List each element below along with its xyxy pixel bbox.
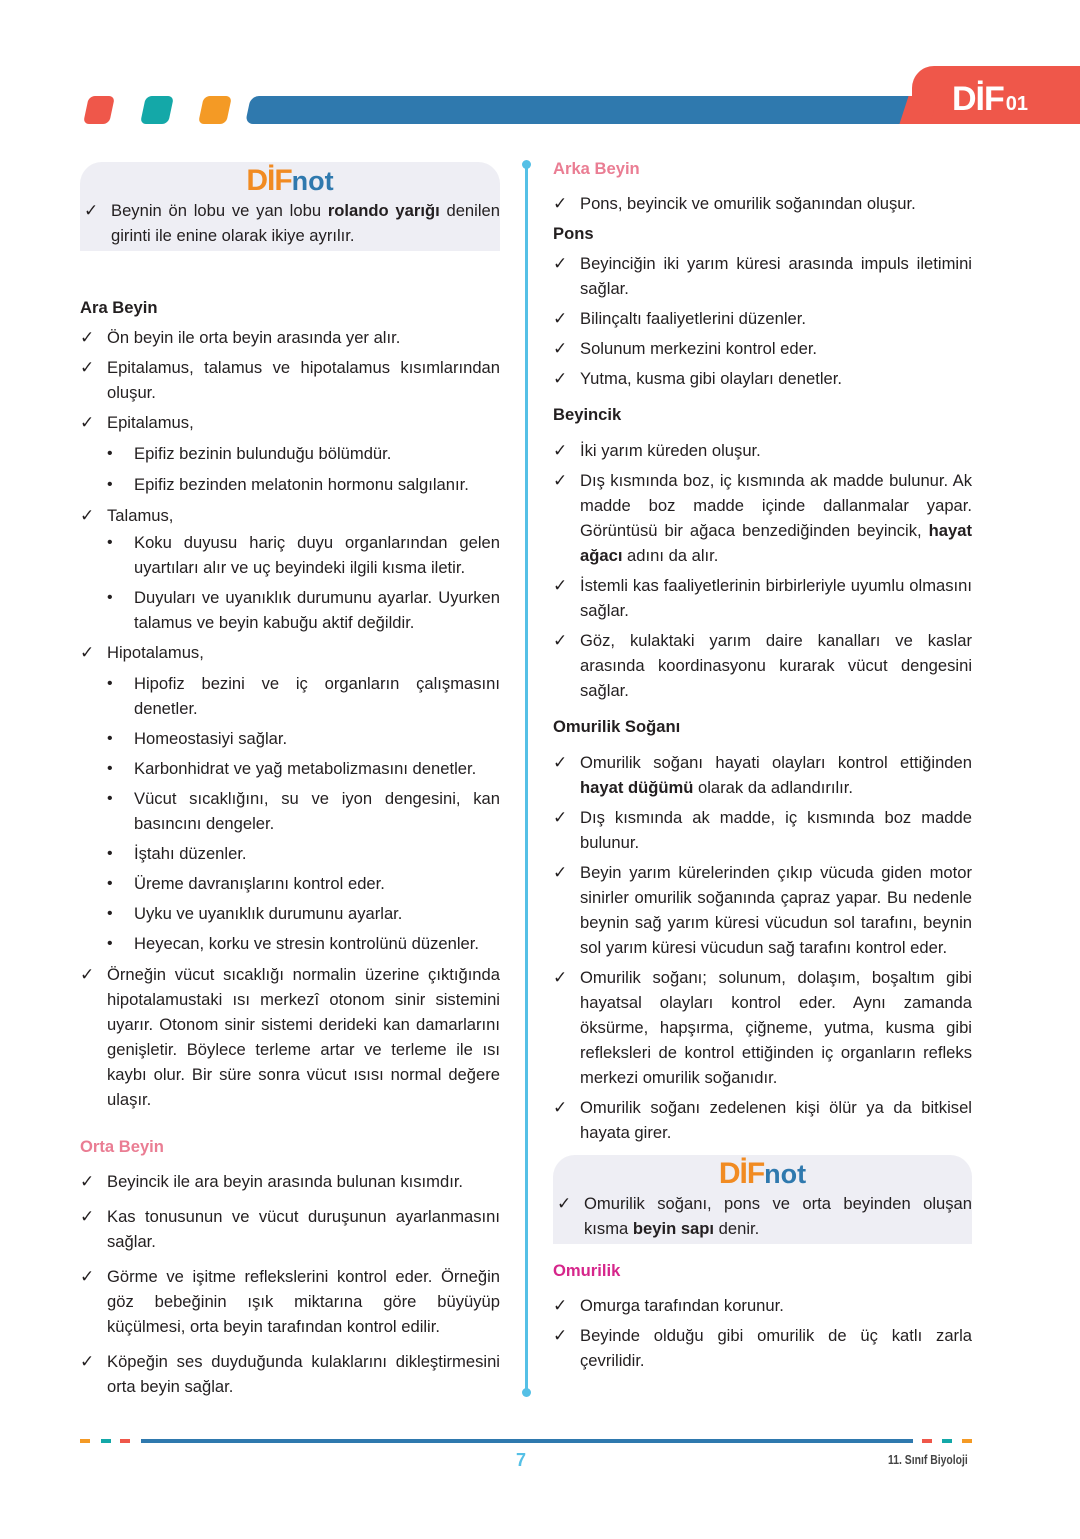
badge-text <box>952 80 1028 119</box>
bullet-icon: • <box>107 675 113 692</box>
bullet-icon: • <box>107 935 113 952</box>
footer-square-red-right <box>922 1439 932 1443</box>
list-item <box>553 251 972 301</box>
list-item <box>80 962 500 1112</box>
item-text: Uyku ve uyanıklık durumunu ayarlar. <box>134 904 403 923</box>
item-text: Kas tonusunun ve vücut duruşunun ayarlanmasını sağlar. <box>107 1207 500 1251</box>
list-item <box>553 965 972 1090</box>
bullet-icon: • <box>107 730 113 747</box>
note-item <box>553 1191 972 1241</box>
page-number: 7 <box>516 1450 527 1470</box>
note-bold-term: rolando yarığı <box>327 201 440 220</box>
check-icon: ✓ <box>553 808 568 827</box>
list-item <box>553 366 972 391</box>
check-icon: ✓ <box>553 1296 568 1315</box>
list-item <box>553 1095 972 1145</box>
item-text: Beyinciğin iki yarım küresi arasında impuls iletimini sağlar. <box>580 254 972 298</box>
bullet-icon: • <box>107 445 113 462</box>
list-item <box>80 1349 500 1399</box>
bullet-item <box>80 726 500 751</box>
item-text: adını da alır. <box>622 546 719 565</box>
check-icon: ✓ <box>553 471 568 490</box>
item-text: Dış kısmında ak madde, iç kısmında boz madde bulunur. <box>580 808 972 852</box>
difnot-logo <box>553 1157 972 1191</box>
bullet-icon: • <box>107 790 113 807</box>
item-text: İki yarım küreden oluşur. <box>580 441 761 460</box>
note-text: denilen girinti ile enine olarak ikiye ayrılır. <box>111 201 500 245</box>
bullet-item <box>80 871 500 896</box>
check-icon: ✓ <box>553 1098 568 1117</box>
list-item <box>553 191 972 216</box>
item-text: Örneğin vücut sıcaklığı normalin üzerine çıktığında hipotalamustaki ısı merkezî otonom sinir sistemini uyarır. Otonom sinir sistemi derideki kan damarlarını genişletir. Böylece terleme artar ve terleme ile ısı kaybı olur. Bir süre sonra vücut ısısı normal değere ulaşır. <box>107 965 500 1109</box>
check-icon: ✓ <box>80 1172 95 1191</box>
bullet-item <box>80 786 500 836</box>
footer-square-teal-left <box>101 1439 111 1443</box>
item-text: Homeostasiyi sağlar. <box>134 729 288 748</box>
list-item <box>553 573 972 623</box>
bullet-icon: • <box>107 589 113 606</box>
check-icon: ✓ <box>80 1352 95 1371</box>
check-icon: ✓ <box>557 1194 572 1213</box>
bullet-item <box>80 756 500 781</box>
item-text: Görme ve işitme reflekslerini kontrol eder. Örneğin göz bebeğinin ışık miktarına göre büyüyüp küçülmesi, orta beyin tarafından kontrol edilir. <box>107 1267 500 1336</box>
heading-pons: Pons <box>553 224 594 243</box>
left-column <box>80 162 500 1399</box>
badge-number: 01 <box>1005 93 1029 115</box>
note-text: Beynin ön lobu ve yan lobu <box>111 201 328 220</box>
list-item <box>553 750 972 800</box>
list-item <box>80 640 500 665</box>
check-icon: ✓ <box>80 506 95 525</box>
list-item <box>80 503 500 528</box>
list-item <box>553 860 972 960</box>
header-bar <box>245 96 971 124</box>
logo-dif: DİF <box>246 164 292 197</box>
item-text: Solunum merkezini kontrol eder. <box>580 339 818 358</box>
column-divider <box>525 164 528 1394</box>
list-item <box>553 438 972 463</box>
bullet-icon: • <box>107 476 113 493</box>
item-text: Pons, beyincik ve omurilik soğanından oluşur. <box>580 194 916 213</box>
difnot-box <box>80 162 500 251</box>
bullet-icon: • <box>107 760 113 777</box>
item-text: Epifiz bezinden melatonin hormonu salgılanır. <box>134 475 469 494</box>
header-pill-teal <box>140 96 174 124</box>
bold-term: hayat düğümü <box>580 778 694 797</box>
check-icon: ✓ <box>80 965 95 984</box>
footer-subject: 11. Sınıf Biyoloji <box>888 1452 968 1467</box>
footer-square-orange-right <box>962 1439 972 1443</box>
list-item <box>80 1264 500 1339</box>
item-text: Omurilik soğanı zedelenen kişi ölür ya da bitkisel hayata girer. <box>580 1098 972 1142</box>
note-text: denir. <box>714 1219 760 1238</box>
item-text: Vücut sıcaklığını, su ve iyon dengesini, kan basıncını dengeler. <box>134 789 500 833</box>
item-text: Omurilik soğanı; solunum, dolaşım, boşaltım gibi hayatsal olayları kontrol eder. Aynı zamanda öksürme, hapşırma, çiğneme, yutma, kusma gibi refleksleri de kontrol ettiğinden iç organların refleks merkezi omurilik soğanıdır. <box>580 968 972 1087</box>
item-text: İstemli kas faaliyetlerinin birbirleriyle uyumlu olmasını sağlar. <box>580 576 972 620</box>
list-item <box>553 1293 972 1318</box>
item-text: Üreme davranışlarını kontrol eder. <box>134 874 385 893</box>
footer-square-orange-left <box>80 1439 90 1443</box>
item-text: Ön beyin ile orta beyin arasında yer alır. <box>107 328 401 347</box>
divider-dot-bottom <box>522 1388 531 1397</box>
bold-term: hayat ağacı <box>580 521 972 565</box>
item-text: Beyincik ile ara beyin arasında bulunan kısımdır. <box>107 1172 464 1191</box>
heading-arka-beyin: Arka Beyin <box>553 159 640 178</box>
list-item <box>553 336 972 361</box>
check-icon: ✓ <box>84 201 99 220</box>
divider-dot-top <box>522 160 531 169</box>
check-icon: ✓ <box>80 1207 95 1226</box>
footer-square-teal-right <box>942 1439 952 1443</box>
item-text: Beyin yarım kürelerinden çıkıp vücuda giden motor sinirler omurilik soğanında çapraz yapar. Bu nedenle beynin sağ yarım küresi vücudun sol tarafını, beynin sol yarım küresi vücudun sağ tarafını kontrol eder. <box>580 863 972 957</box>
item-text: Dış kısmında boz, iç kısmında ak madde bulunur. Ak madde boz madde içinde dallanmalar yapar. Görüntüsü bir ağaca benzediğinden beyincik, <box>580 471 972 540</box>
bullet-item <box>80 841 500 866</box>
item-text: Bilinçaltı faaliyetlerini düzenler. <box>580 309 806 328</box>
item-text: Omurilik soğanı hayati olayları kontrol ettiğinden <box>580 753 972 772</box>
difnot-logo <box>80 164 500 198</box>
footer-square-red-left <box>120 1439 130 1443</box>
item-text: Duyuları ve uyanıklık durumunu ayarlar. Uyurken talamus ve beyin kabuğu aktif değildir. <box>134 588 500 632</box>
list-item <box>80 1169 500 1194</box>
check-icon: ✓ <box>553 576 568 595</box>
check-icon: ✓ <box>80 358 95 377</box>
bullet-item <box>80 441 500 466</box>
bullet-icon: • <box>107 905 113 922</box>
header-pill-red <box>83 96 115 124</box>
note-text: Omurilik soğanı, pons ve orta beyinden oluşan kısma <box>584 1194 972 1238</box>
item-text: Köpeğin ses duyduğunda kulaklarını dikleştirmesini orta beyin sağlar. <box>107 1352 500 1396</box>
check-icon: ✓ <box>553 863 568 882</box>
heading-beyincik: Beyincik <box>553 405 622 424</box>
bullet-item <box>80 472 500 497</box>
item-text: Göz, kulaktaki yarım daire kanalları ve kaslar arasında koordinasyonu kurarak vücut dengesini sağlar. <box>580 631 972 700</box>
bullet-icon: • <box>107 845 113 862</box>
heading-orta-beyin: Orta Beyin <box>80 1137 164 1156</box>
item-text: Hipofiz bezini ve iç organların çalışmasını denetler. <box>134 674 500 718</box>
check-icon: ✓ <box>553 968 568 987</box>
item-text: Omurga tarafından korunur. <box>580 1296 784 1315</box>
bullet-icon: • <box>107 875 113 892</box>
heading-ara-beyin: Ara Beyin <box>80 298 158 317</box>
note-item <box>80 198 500 248</box>
item-text: Heyecan, korku ve stresin kontrolünü düzenler. <box>134 934 479 953</box>
item-text: olarak da adlandırılır. <box>693 778 853 797</box>
check-icon: ✓ <box>553 1326 568 1345</box>
list-item <box>553 805 972 855</box>
heading-omurilik-sogani: Omurilik Soğanı <box>553 717 681 736</box>
header-pill-orange <box>198 96 232 124</box>
list-item <box>80 410 500 435</box>
item-text: Karbonhidrat ve yağ metabolizmasını denetler. <box>134 759 477 778</box>
check-icon: ✓ <box>553 369 568 388</box>
list-item <box>553 1323 972 1373</box>
list-item <box>80 355 500 405</box>
item-text: Yutma, kusma gibi olayları denetler. <box>580 369 842 388</box>
check-icon: ✓ <box>553 753 568 772</box>
difnot-box <box>553 1155 972 1244</box>
item-text: Hipotalamus, <box>107 643 204 662</box>
list-item <box>553 306 972 331</box>
header-badge <box>912 66 1080 124</box>
logo-not: not <box>764 1159 807 1189</box>
check-icon: ✓ <box>553 194 568 213</box>
bullet-item <box>80 671 500 721</box>
item-text: Koku duyusu hariç duyu organlarından gelen uyartıları alır ve uç beyindeki ilgili kısma iletir. <box>134 533 500 577</box>
list-item <box>553 628 972 703</box>
right-column <box>553 156 972 1373</box>
check-icon: ✓ <box>553 441 568 460</box>
item-text: Epitalamus, talamus ve hipotalamus kısımlarından oluşur. <box>107 358 500 402</box>
list-item <box>553 468 972 568</box>
bullet-item <box>80 931 500 956</box>
item-text: Talamus, <box>107 506 174 525</box>
check-icon: ✓ <box>553 631 568 650</box>
footer-bar <box>141 1439 913 1443</box>
check-icon: ✓ <box>553 254 568 273</box>
check-icon: ✓ <box>80 1267 95 1286</box>
item-text: Beyinde olduğu gibi omurilik de üç katlı zarla çevrilidir. <box>580 1326 972 1370</box>
bullet-item <box>80 530 500 580</box>
bullet-icon: • <box>107 534 113 551</box>
list-item <box>80 325 500 350</box>
badge-brand: DİF <box>952 80 1004 118</box>
logo-dif: DİF <box>718 1157 765 1190</box>
item-text: Epitalamus, <box>107 413 194 432</box>
bullet-item <box>80 585 500 635</box>
logo-not: not <box>291 166 334 196</box>
heading-omurilik: Omurilik <box>553 1261 621 1280</box>
item-text: Epifiz bezinin bulunduğu bölümdür. <box>134 444 392 463</box>
check-icon: ✓ <box>80 413 95 432</box>
item-text: İştahı düzenler. <box>134 844 247 863</box>
check-icon: ✓ <box>80 643 95 662</box>
check-icon: ✓ <box>553 309 568 328</box>
bullet-item <box>80 901 500 926</box>
list-item <box>80 1204 500 1254</box>
check-icon: ✓ <box>80 328 95 347</box>
check-icon: ✓ <box>553 339 568 358</box>
note-bold-term: beyin sapı <box>632 1219 715 1238</box>
